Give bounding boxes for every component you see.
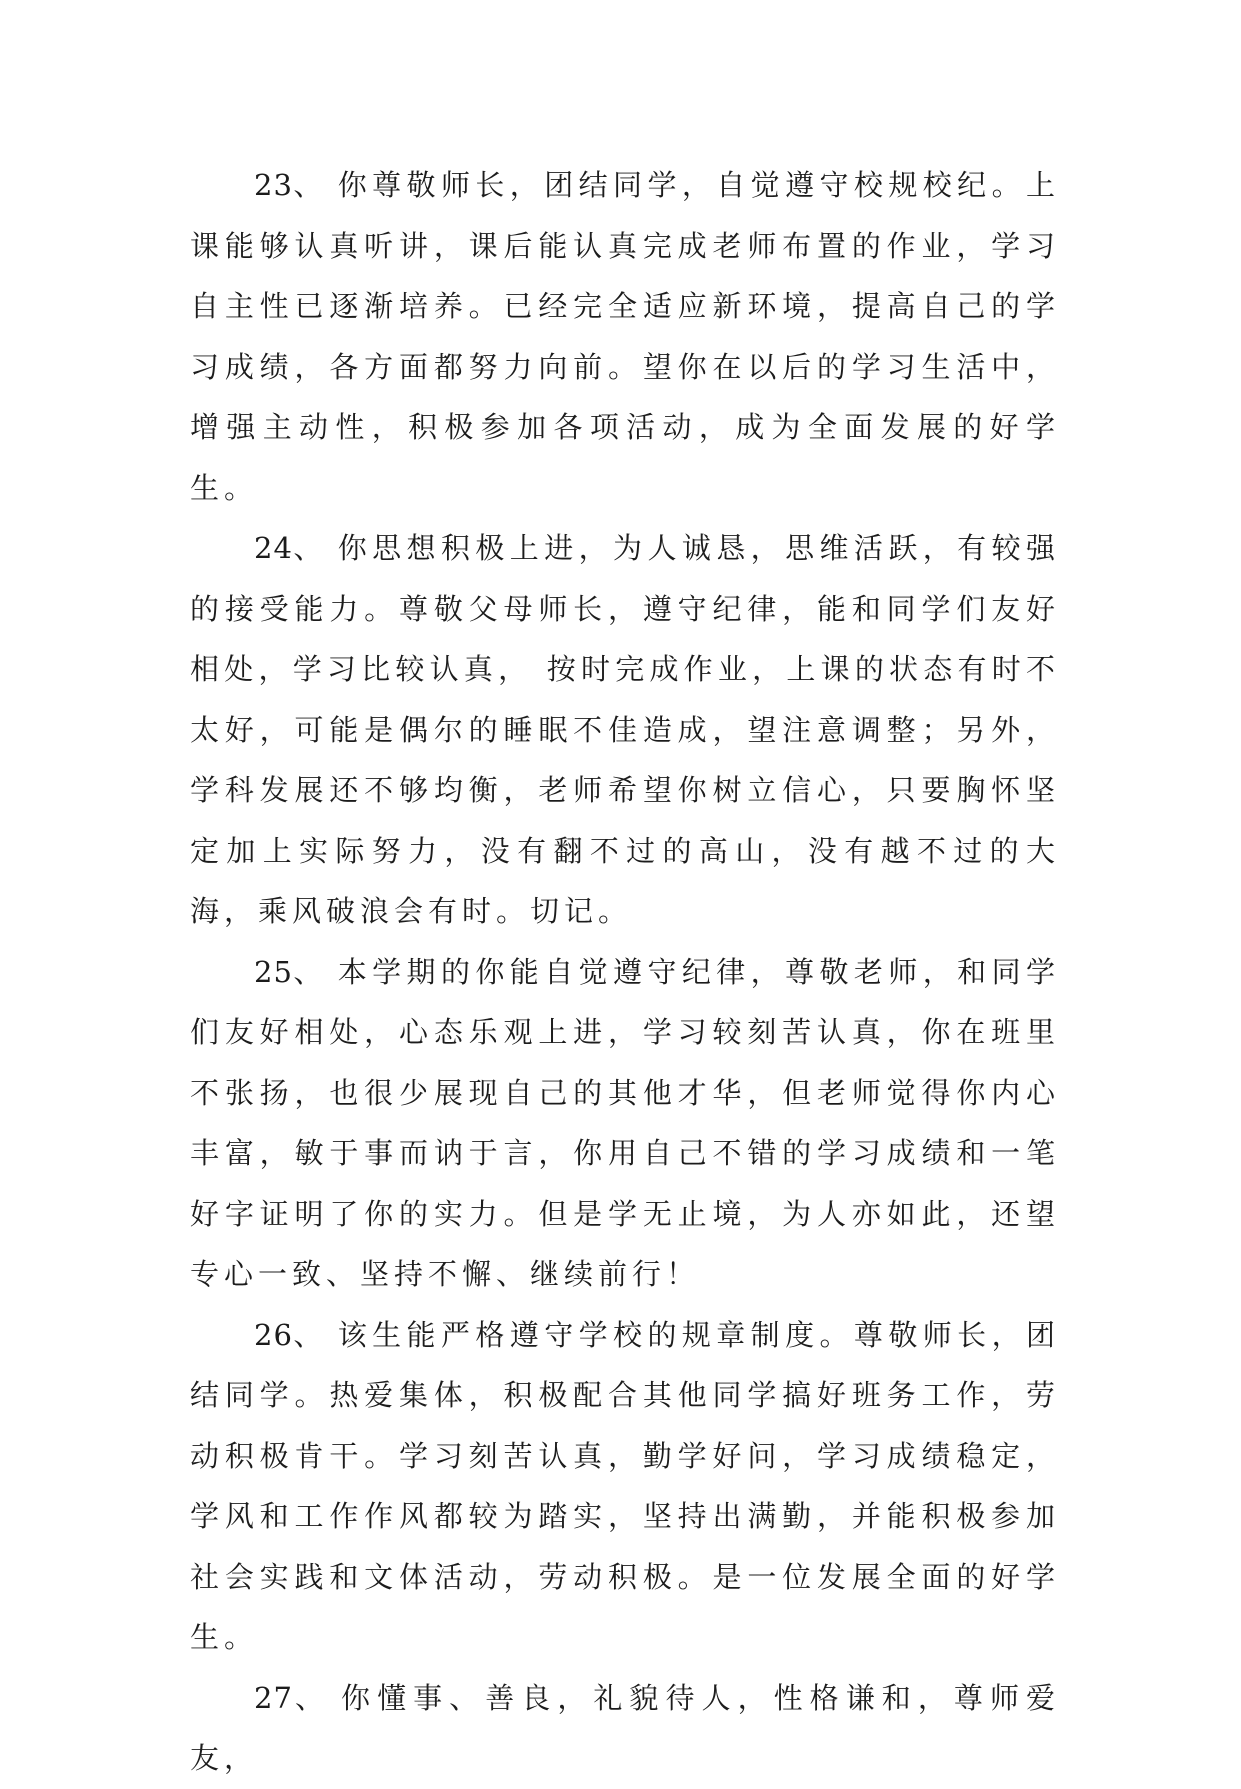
paragraph-number: 26、 [254,1317,324,1352]
comment-paragraph-25 [190,942,1060,1305]
comment-paragraph-23 [190,155,1060,518]
comment-paragraph-24 [190,518,1060,942]
paragraph-number: 24、 [254,531,324,565]
document-body [190,155,1060,1789]
paragraph-number: 27、 [254,1680,328,1715]
paragraph-number: 25、 [254,954,324,989]
paragraph-text: 你思想积极上进，为人诚恳，思维活跃，有较强的接受能力。尊敬父母师长，遵守纪律，能和同学们友好相处，学习比较认真， 按时完成作业，上课的状态有时不太好，可能是偶尔的睡眠不佳造成，望注意调整；另外，学科发展还不够均衡，老师希望你树立信心，只要胸怀坚定加上实际努力，没有翻不过的高山，没有越不过的大海，乘风破浪会有时。切记。 [190,531,1060,928]
comment-paragraph-27 [190,1668,1060,1789]
paragraph-text: 本学期的你能自觉遵守纪律，尊敬老师，和同学们友好相处，心态乐观上进，学习较刻苦认真，你在班里不张扬，也很少展现自己的其他才华，但老师觉得你内心丰富，敏于事而讷于言，你用自己不错的学习成绩和一笔好字证明了你的实力。但是学无止境，为人亦如此，还望专心一致、坚持不懈、继续前行！ [190,954,1060,1291]
paragraph-number: 23、 [254,168,324,202]
paragraph-text: 该生能严格遵守学校的规章制度。尊敬师长，团结同学。热爱集体，积极配合其他同学搞好班务工作，劳动积极肯干。学习刻苦认真，勤学好问，学习成绩稳定，学风和工作作风都较为踏实，坚持出满勤，并能积极参加社会实践和文体活动，劳动积极。是一位发展全面的好学生。 [190,1317,1060,1654]
paragraph-text: 你尊敬师长，团结同学，自觉遵守校规校纪。上课能够认真听讲，课后能认真完成老师布置的作业，学习自主性已逐渐培养。已经完全适应新环境，提高自己的学习成绩，各方面都努力向前。望你在以后的学习生活中，增强主动性，积极参加各项活动，成为全面发展的好学生。 [190,168,1060,505]
paragraph-text: 你懂事、善良，礼貌待人，性格谦和，尊师爱友， [190,1680,1060,1775]
comment-paragraph-26 [190,1305,1060,1668]
